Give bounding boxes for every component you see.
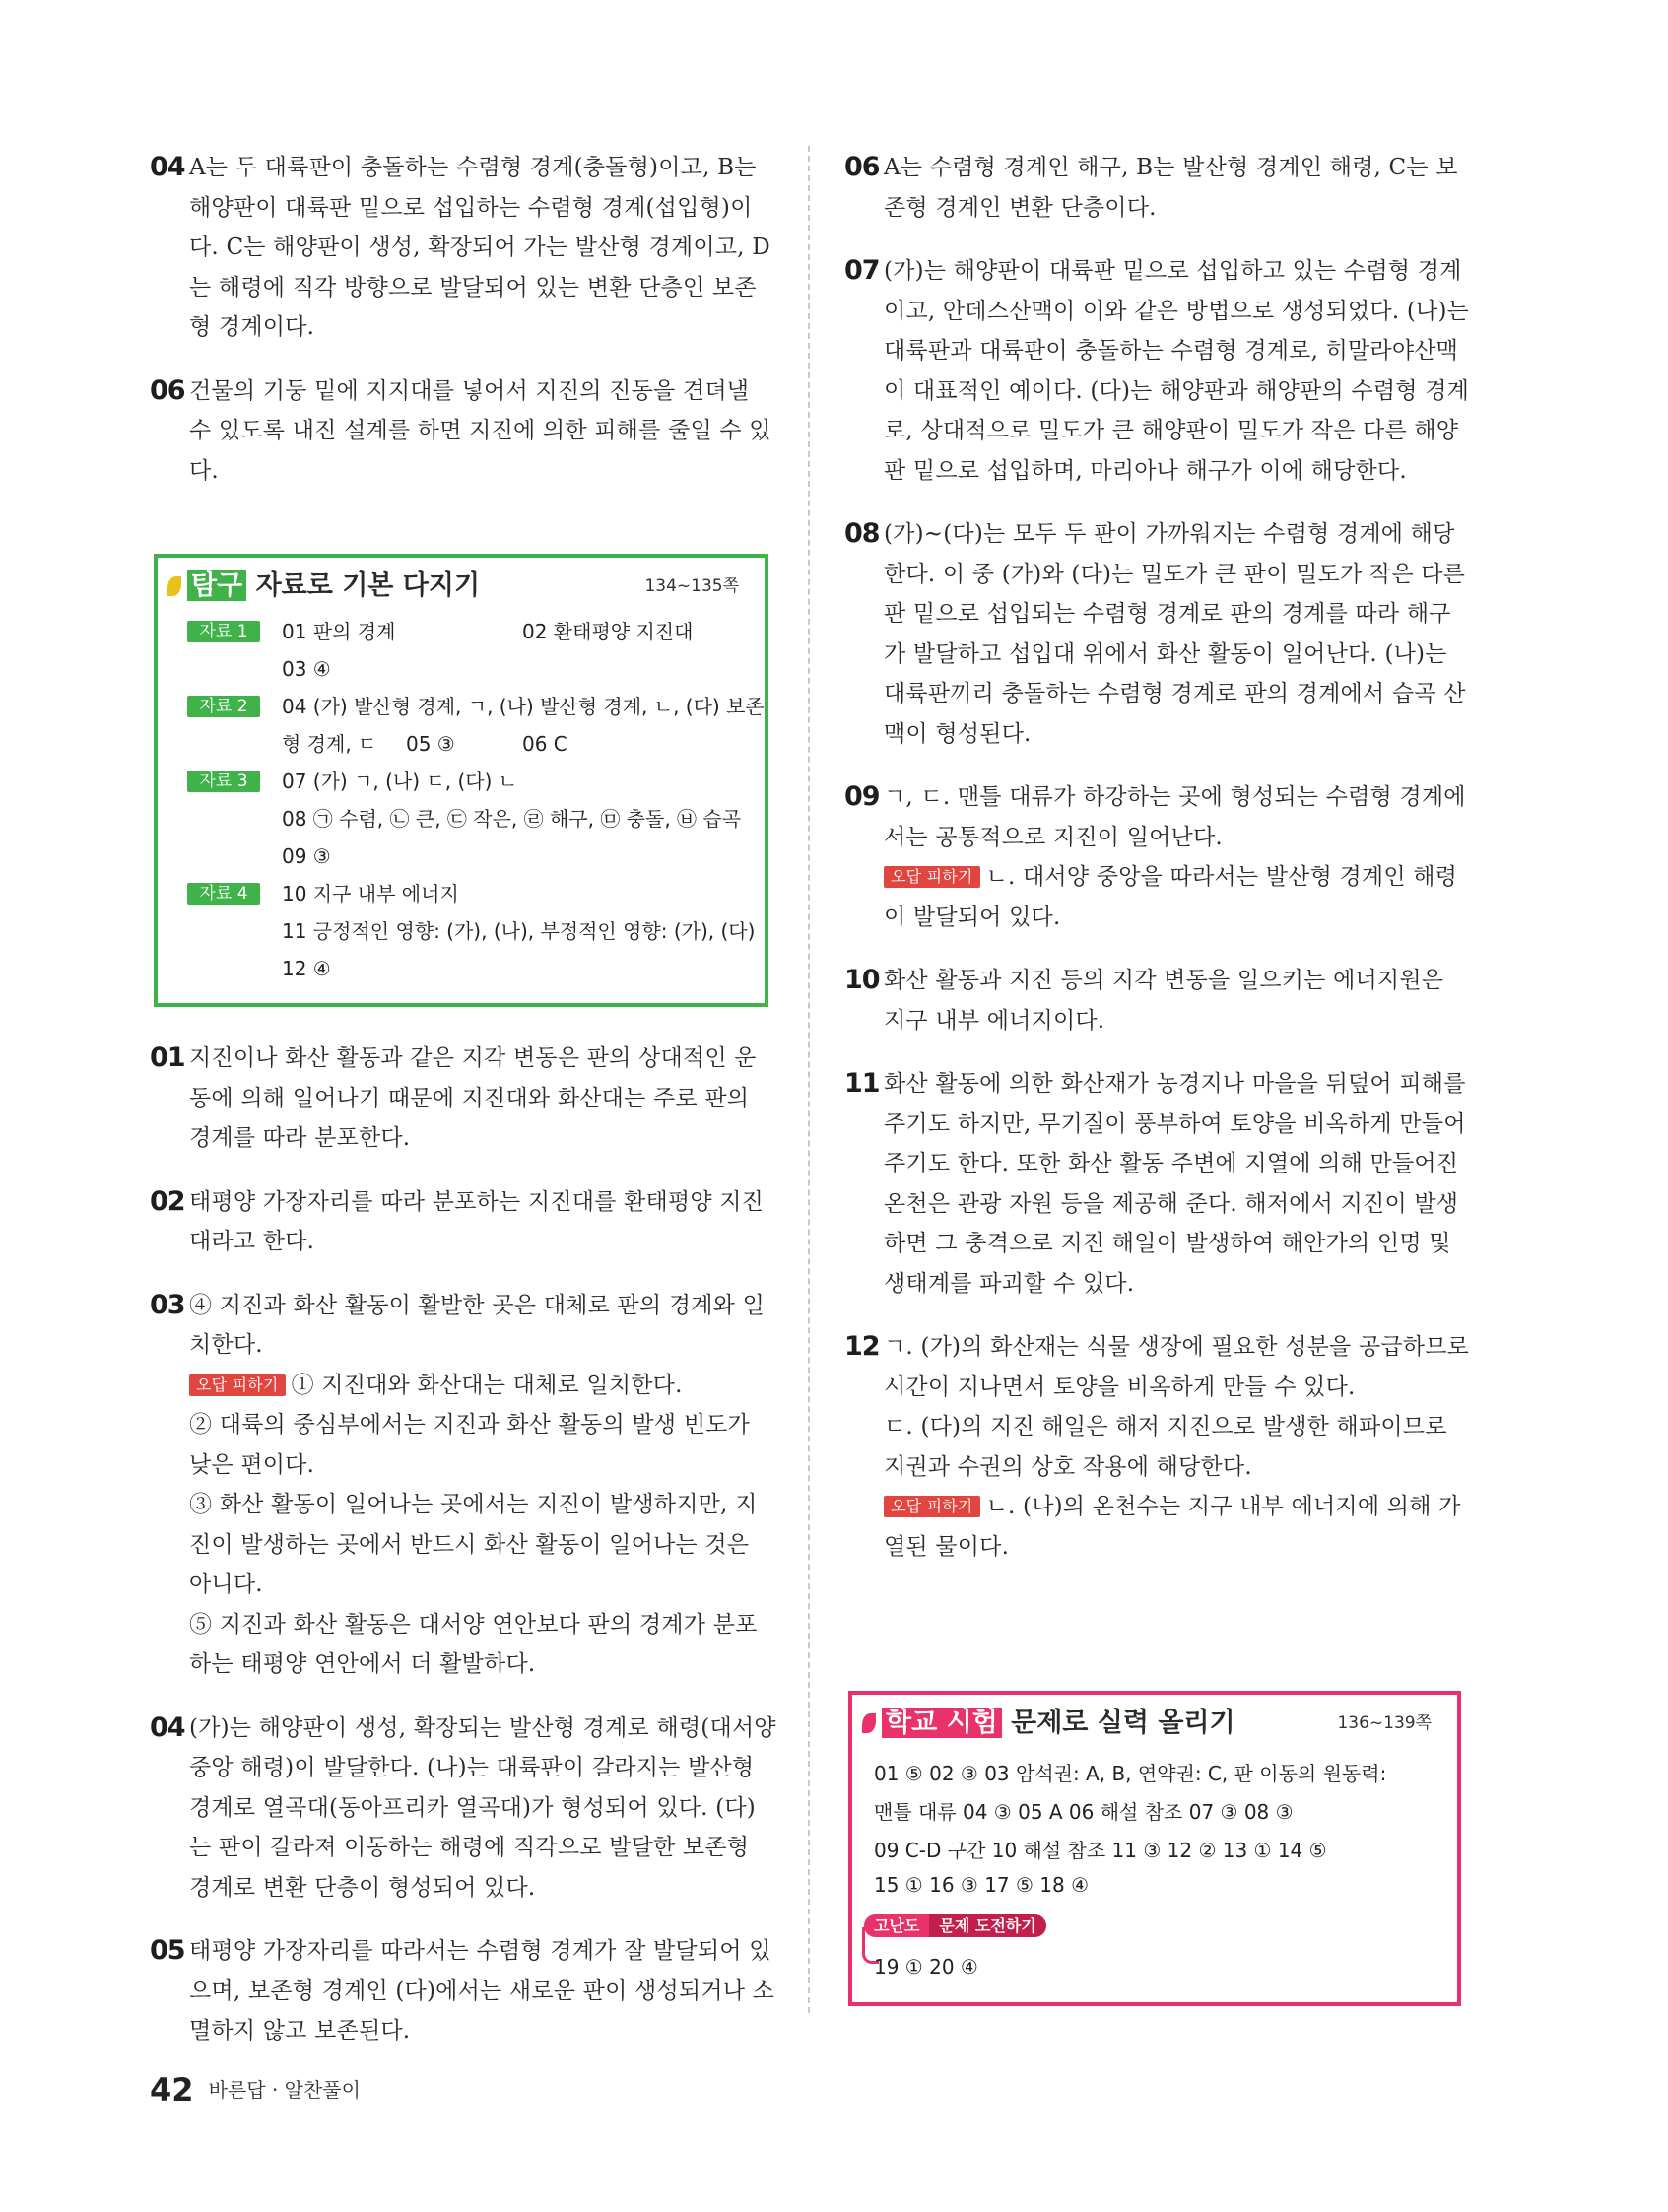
explore-box-title: 탐구 자료로 기본 다지기 [167,564,480,602]
wrong-answer-tag: 오답 피하기 [884,1496,980,1517]
answer-line: 01 ⑤ 02 ③ 03 암석권: A, B, 연약권: C, 판 이동의 원동력: [874,1762,1387,1785]
item-text: ④ 지진과 화산 활동이 활발한 곳은 대체로 판의 경계와 일치한다. [189,1292,765,1358]
item-extra: ③ 화산 활동이 일어나는 곳에서는 지진이 발생하지만, 지진이 발생하는 곳에서 반드시 화산 활동이 일어나는 것은 아니다. [189,1492,758,1597]
page-range: 134~135쪽 [644,576,739,596]
answer-line: 06 C [522,732,567,756]
item-number: 11 [844,1068,880,1099]
item-text: A는 수렴형 경계인 해구, B는 발산형 경계인 해령, C는 보존형 경계인 변환 단층이다. [884,155,1458,221]
item-number: 08 [844,518,880,549]
item-number: 12 [844,1331,880,1362]
item-number: 06 [844,152,880,182]
item-extra: ㄷ. (다)의 지진 해일은 해저 지진으로 발생한 해파이므로 지권과 수권의 상호 작용에 해당한다. [884,1414,1447,1480]
right-column [844,148,1471,1567]
item-text: 건물의 기둥 밑에 지지대를 넣어서 지진의 진동을 견뎌낼 수 있도록 내진 설계를 하면 지진에 의한 피해를 줄일 수 있다. [189,377,771,484]
data-badge: 자료 3 [187,771,260,792]
leaf-icon [167,576,181,596]
item-number: 04 [150,1711,185,1743]
tag-text: ① 지진대와 화산대는 대체로 일치한다. [291,1372,683,1398]
answer-item [844,514,1471,754]
answer-line: 05 ③ [406,732,455,756]
item-text: ㄱ. (가)의 화산재는 식물 생장에 필요한 성분을 공급하므로 시간이 지나면서 토양을 비옥하게 만들 수 있다. [884,1334,1470,1400]
book-title: 바른답 · 알찬풀이 [208,2078,361,2102]
answer-item [844,777,1471,937]
answer-line: 02 환태평양 지진대 [522,620,694,643]
item-number: 06 [150,374,185,406]
item-text: A는 두 대륙판이 충돌하는 수렴형 경계(충돌형)이고, B는 해양판이 대륙판 밑으로 섭입하는 수렴형 경계(섭입형)이다. C는 해양판이 생성, 확장되어 가는 발산형 경계이고, D는 해령에 직각 방향으로 발달되어 있는 변환 단층인 보존형 경계이다. [189,155,770,340]
answer-line: 04 (가) 발산형 경계, ㄱ, (나) 발산형 경계, ㄴ, (다) 보존 [282,695,765,718]
data-badge: 자료 4 [187,883,260,905]
item-text: 태평양 가장자리를 따라 분포하는 지진대를 환태평양 지진대라고 한다. [189,1188,765,1254]
answer-line: 11 긍정적인 영향: (가), (나), 부정적인 영향: (가), (다) [282,919,756,943]
school-box-title: 학교 시험 문제로 실력 올리기 [862,1701,1235,1739]
tag-text: ㄴ. 대서양 중앙을 따라서는 발산형 경계인 해령이 발달되어 있다. [884,864,1458,930]
page-footer [150,2071,361,2109]
answer-item [150,1286,776,1685]
answer-item [844,1327,1471,1567]
data-badge: 자료 1 [187,621,260,642]
answer-line: 08 ㉠ 수렴, ㉡ 큰, ㉢ 작은, ㉣ 해구, ㉤ 충돌, ㉥ 습곡 [282,807,742,831]
tag-text: ㄴ. (나)의 온천수는 지구 내부 에너지에 의해 가열된 물이다. [884,1494,1461,1560]
item-number: 10 [844,965,880,995]
data-badge: 자료 2 [187,696,260,717]
left-column [150,148,776,491]
answer-line: 형 경계, ㄷ [282,732,377,756]
answer-item [844,251,1471,491]
answer-item [150,148,776,348]
item-text: 지진이나 화산 활동과 같은 지각 변동은 판의 상대적인 운동에 의해 일어나기 때문에 지진대와 화산대는 주로 판의 경계를 따라 분포한다. [189,1045,757,1151]
left-column-lower [150,1039,776,2051]
answer-item [150,1931,776,2051]
explore-summary-box [154,554,768,1007]
answer-line: 01 판의 경계 [282,620,396,643]
item-number: 02 [150,1185,185,1217]
column-divider [808,146,810,2013]
item-number: 04 [150,152,185,182]
wrong-answer-tag: 오답 피하기 [884,866,980,888]
answer-line: 07 (가) ㄱ, (나) ㄷ, (다) ㄴ [282,770,518,793]
page-range: 136~139쪽 [1337,1713,1432,1733]
leaf-icon [862,1713,876,1733]
school-test-summary-box [848,1691,1461,2006]
item-text: (가)는 해양판이 대륙판 밑으로 섭입하고 있는 수렴형 경계이고, 안데스산맥이 이와 같은 방법으로 생성되었다. (나)는 대륙판과 대륙판이 충돌하는 수렴형 경계로, 히말라야산맥이 대표적인 예이다. (다)는 해양판과 해양판의 수렴형 경계로, 상대적으로 밀도가 큰 해양판이 밀도가 작은 다른 해양판 밑으로 섭입하며, 마리아나 해구가 이에 해당한다. [884,258,1470,484]
page-number: 42 [150,2071,194,2109]
answer-line: 09 ③ [282,844,331,868]
answer-item [150,1182,776,1262]
answer-item [150,371,776,492]
answer-line: 맨틀 대류 04 ③ 05 A 06 해설 참조 07 ③ 08 ③ [874,1800,1294,1824]
answer-line: 09 C-D 구간 10 해설 참조 11 ③ 12 ② 13 ① 14 ⑤ [874,1839,1327,1862]
answer-line: 12 ④ [282,957,331,980]
item-text: 화산 활동에 의한 화산재가 농경지나 마을을 뒤덮어 피해를 주기도 하지만, 무기질이 풍부하여 토양을 비옥하게 만들어 주기도 한다. 또한 화산 활동 주변에 지열에 의해 만들어진 온천은 관광 자원 등을 제공해 준다. 해저에서 지진이 발생하면 그 충격으로 지진 해일이 발생하여 해안가의 인명 및 생태계를 파괴할 수 있다. [884,1071,1466,1297]
answer-item [150,1039,776,1159]
item-extra: ② 대륙의 중심부에서는 지진과 화산 활동의 발생 빈도가 낮은 편이다. [189,1412,750,1478]
item-number: 01 [150,1042,185,1073]
item-number: 03 [150,1289,185,1320]
answer-item [844,148,1471,228]
wrong-answer-tag: 오답 피하기 [189,1374,286,1396]
item-number: 05 [150,1935,185,1966]
item-text: 태평양 가장자리를 따라서는 수렴형 경계가 잘 발달되어 있으며, 보존형 경계인 (다)에서는 새로운 판이 생성되거나 소멸하지 않고 보존된다. [189,1938,775,2044]
answer-line: 10 지구 내부 에너지 [282,882,459,905]
item-extra: ⑤ 지진과 화산 활동은 대서양 연안보다 판의 경계가 분포하는 태평양 연안에서 더 활발하다. [189,1611,758,1677]
item-number: 07 [844,255,880,286]
challenge-label: 고난도 문제 도전하기 [864,1913,1046,1941]
item-text: (가)~(다)는 모두 두 판이 가까워지는 수렴형 경계에 해당한다. 이 중 (가)와 (다)는 밀도가 큰 판이 밀도가 작은 다른 판 밑으로 섭입되는 수렴형 경계로 판의 경계를 따라 해구가 발달하고 섭입대 위에서 화산 활동이 일어난다. (나)는 대륙판끼리 충돌하는 수렴형 경계로 판의 경계에서 습곡 산맥이 형성된다. [884,521,1466,747]
answer-line: 19 ① 20 ④ [874,1955,978,1978]
answer-line: 15 ① 16 ③ 17 ⑤ 18 ④ [874,1873,1090,1897]
item-number: 09 [844,781,880,812]
item-text: ㄱ, ㄷ. 맨틀 대류가 하강하는 곳에 형성되는 수렴형 경계에서는 공통적으로 지진이 일어난다. [884,784,1466,850]
item-text: (가)는 해양판이 생성, 확장되는 발산형 경계로 해령(대서양 중앙 해령)이 발달한다. (나)는 대륙판이 갈라지는 발산형 경계로 열곡대(동아프리카 열곡대)가 형성되어 있다. (다)는 판이 갈라져 이동하는 해령에 직각으로 발달한 보존형 경계로 변환 단층이 형성되어 있다. [189,1714,776,1901]
item-text: 화산 활동과 지진 등의 지각 변동을 일으키는 에너지원은 지구 내부 에너지이다. [884,968,1444,1034]
answer-item [844,1064,1471,1304]
answer-item [150,1709,776,1909]
answer-item [844,961,1471,1040]
answer-line: 03 ④ [282,657,331,681]
